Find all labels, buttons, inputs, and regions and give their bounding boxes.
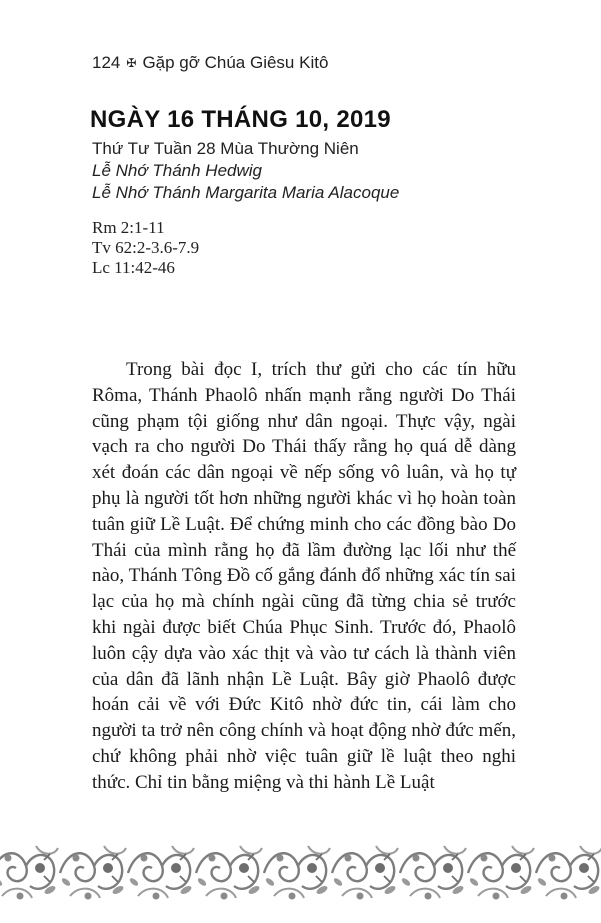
weekday-line: Thứ Tư Tuần 28 Mùa Thường Niên [92, 139, 359, 158]
entry-date: NGÀY 16 THÁNG 10, 2019 [90, 106, 391, 133]
memorial-line: Lễ Nhớ Thánh Margarita Maria Alacoque [92, 183, 400, 202]
page-bottom-margin [0, 908, 601, 923]
memorial-line: Lễ Nhớ Thánh Hedwig [92, 161, 262, 180]
reading-citation: Lc 11:42-46 [92, 258, 175, 277]
entry-subtitles [92, 138, 399, 204]
book-title: Gặp gỡ Chúa Giêsu Kitô [142, 53, 329, 72]
body-paragraph: Trong bài đọc I, trích thư gửi cho các tín hữu Rôma, Thánh Phaolô nhấn mạnh rằng người Do Thái cũng phạm tội giống như dân ngoại. Thực vậy, ngài vạch ra cho người Do Thái thấy rằng họ quá dễ dàng xét đoán các dân ngoại về nếp sống vô luân, và họ tự phụ là người tốt hơn những người khác vì họ hoàn toàn tuân giữ Lề Luật. Để chứng minh cho các đồng bào Do Thái của mình rằng họ đã lầm đường lạc lối như thế nào, Thánh Tông Đồ cố gắng đánh đổ những xác tín sai lạc của họ mà chính ngài cũng đã từng chia sẻ trước khi ngài được biết Chúa Phục Sinh. Trước đó, Phaolô luôn cậy dựa vào xác thịt và vào tư cách là thành viên của dân đã lãnh nhận Lề Luật. Bây giờ Phaolô được hoán cải về với Đức Kitô nhờ đức tin, cái làm cho người ta trở nên công chính và hoạt động nhờ đức mến, chứ không phải nhờ việc tuân giữ lề luật theo nghi thức. Chỉ tin bằng miệng và thi hành Lề Luật [92, 359, 516, 793]
reading-citation: Tv 62:2-3.6-7.9 [92, 238, 200, 257]
cross-icon: ✠ [126, 56, 137, 70]
running-header [92, 53, 328, 73]
page-number: 124 [92, 53, 121, 72]
readings-list [92, 218, 199, 278]
body-text [92, 357, 516, 796]
reading-citation: Rm 2:1-11 [92, 218, 165, 237]
floral-border-ornament [0, 838, 601, 908]
